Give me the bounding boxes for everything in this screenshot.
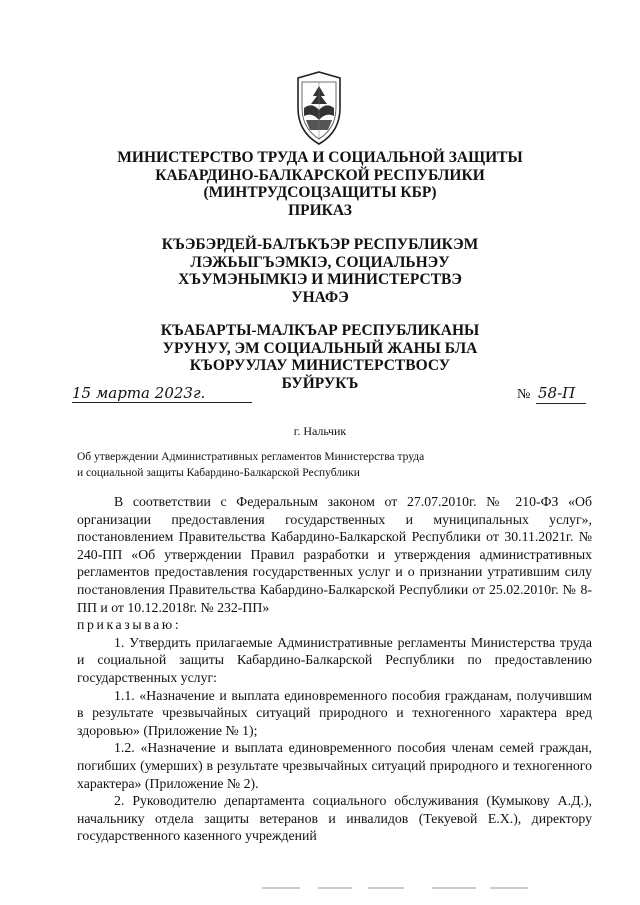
header-line: КЪАБАРТЫ-МАЛКЪАР РЕСПУБЛИКАНЫ (160, 322, 480, 339)
date-underline (72, 402, 252, 403)
item-1-paragraph: 1. Утвердить прилагаемые Административные регламенты Министерства труда и социальной защиты Кабардино-Балкарской Республики по предоставлению государственных услуг: (77, 634, 592, 685)
order-number-sign: № (517, 387, 531, 402)
header-line: (МИНТРУДСОЦЗАЩИТЫ КБР) (203, 184, 437, 201)
subject-line: и социальной защиты Кабардино-Балкарской Республики (77, 466, 360, 479)
order-body (77, 493, 592, 845)
header-line: ЛЭЖЬЫГЪЭМКIЭ, СОЦИАЛЬНЭУ (190, 253, 450, 271)
item-1-1-paragraph: 1.1. «Назначение и выплата единовременного пособия гражданам, получившим в результате чрезвычайных ситуаций природного и техногенного характера вред здоровью» (Приложение № 1); (77, 687, 592, 738)
preamble-paragraph: В соответствии с Федеральным законом от 27.07.2010г. № 210-ФЗ «Об организации предоставления государственных и муниципальных услуг», постановлением Правительства Кабардино-Балкарской Республики от 30.11.2021г. № 240-ПП «Об утверждении Правил разработки и утверждения административных регламентов предоставления государственных услуг и о признании утратившим силу постановления Правительства Кабардино-Балкарской Республики от 25.02.2010г. № 8-ПП и от 10.12.2018г. № 232-ПП» (77, 494, 592, 615)
ministry-header-karachay-balkar (60, 322, 580, 392)
header-line: КЪОРУУЛАУ МИНИСТЕРСТВОСУ (189, 357, 451, 374)
subject-line: Об утверждении Административных регламентов Министерства труда (77, 451, 425, 463)
header-line: ПРИКАЗ (288, 201, 352, 219)
header-line: УНАФЭ (291, 288, 349, 306)
ministry-header-kabardian (60, 236, 580, 306)
header-line: КЪЭБЭРДЕЙ-БАЛЪКЪЭР РЕСПУБЛИКЭМ (161, 236, 479, 253)
header-line: ХЪУМЭНЫМКIЭ И МИНИСТЕРСТВЭ (178, 271, 462, 288)
header-line: КАБАРДИНО-БАЛКАРСКОЙ РЕСПУБЛИКИ (155, 166, 485, 184)
ministry-header-russian (60, 149, 580, 219)
page-edge-marks (0, 870, 640, 905)
header-line: БУЙРУКЪ (281, 374, 359, 392)
order-word: приказываю: (77, 617, 182, 633)
item-1-2-paragraph: 1.2. «Назначение и выплата единовременного пособия членам семей граждан, погибших (умерших) в результате чрезвычайных ситуаций природного и техногенного характера» (Приложение № 2). (77, 740, 592, 791)
item-2-paragraph: 2. Руководителю департамента социального обслуживания (Кумыкову А.Д.), начальнику отдела защиты ветеранов и инвалидов (Текуевой Е.Х.), директору государственного казенного учреждений (77, 793, 592, 844)
number-underline (536, 403, 586, 404)
coat-of-arms-emblem (288, 68, 350, 148)
header-line: УРУНУУ, ЭМ СОЦИАЛЬНЫЙ ЖАНЫ БЛА (162, 339, 478, 357)
handwritten-order-date: 15 марта 2023г. (72, 384, 206, 402)
order-subject (77, 450, 424, 481)
city-of-issue: г. Нальчик (293, 424, 347, 438)
handwritten-order-number: 58-П (538, 384, 576, 402)
header-line: МИНИСТЕРСТВО ТРУДА И СОЦИАЛЬНОЙ ЗАЩИТЫ (117, 149, 523, 166)
